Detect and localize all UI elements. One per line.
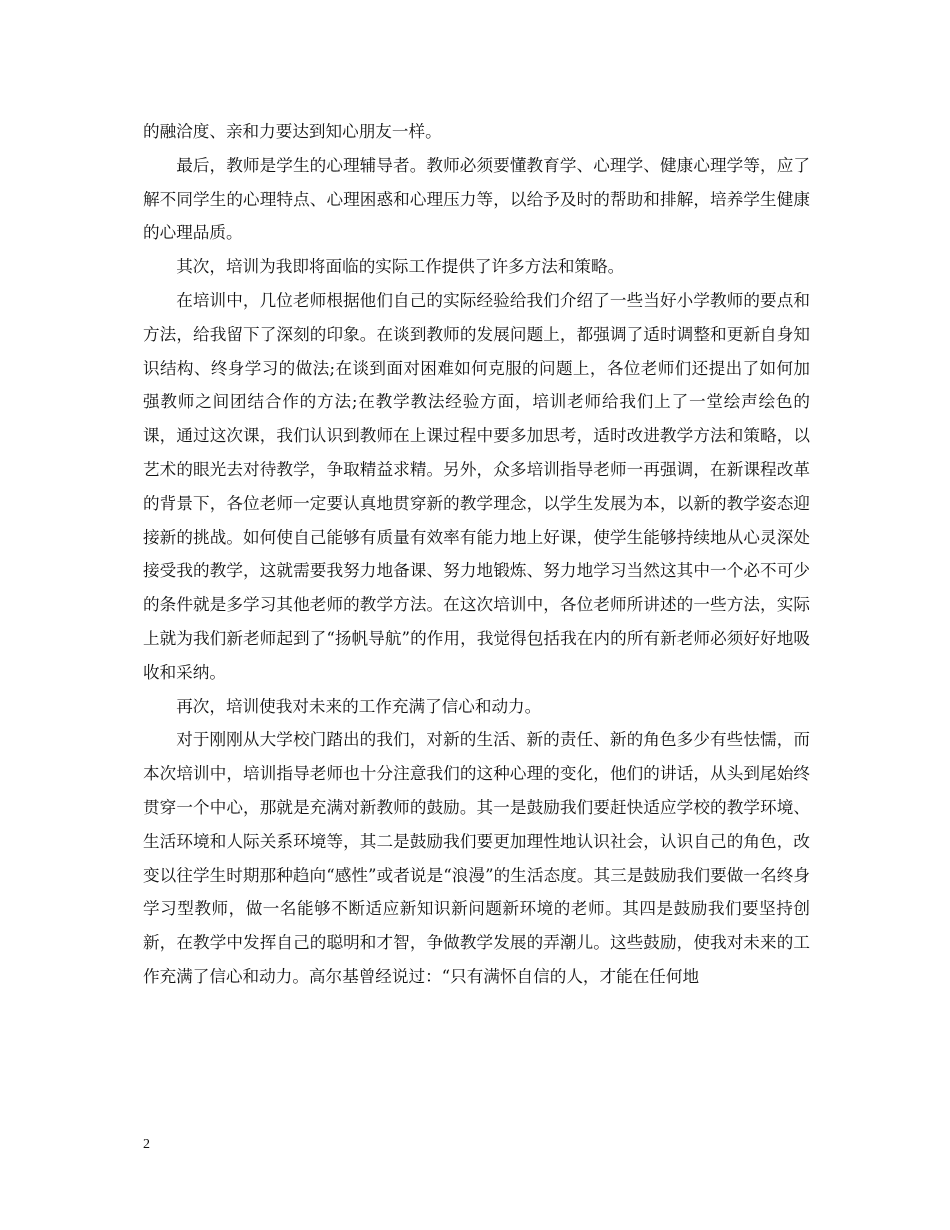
paragraph-training-methods: 在培训中，几位老师根据他们自己的实际经验给我们介绍了一些当好小学教师的要点和方法，给我留下了深刻的印象。在谈到教师的发展问题上，都强调了适时调整和更新自身知识结构、终身学习的做法;在谈到面对困难如何克服的问题上，各位老师们还提出了如何加强教师之间团结合作的方法;在教学教法经验方面，培训老师给我们上了一堂绘声绘色的课，通过这次课，我们认识到教师在上课过程中要多加思考，适时改进教学方法和策略，以艺术的眼光去对待教学，争取精益求精。另外，众多培训指导老师一再强调，在新课程改革的背景下，各位老师一定要认真地贯穿新的教学理念，以学生发展为本，以新的教学姿态迎接新的挑战。如何使自己能够有质量有效率有能力地上好课，使学生能够持续地从心灵深处接受我的教学，这就需要我努力地备课、努力地锻炼、努力地学习当然这其中一个必不可少的条件就是多学习其他老师的教学方法。在这次培训中，各位老师所讲述的一些方法，实际上就为我们新老师起到了“扬帆导航”的作用，我觉得包括我在内的所有新老师必须好好地吸收和采纳。 bbox=[143, 290, 810, 682]
paragraph-encouragement: 对于刚刚从大学校门踏出的我们，对新的生活、新的责任、新的角色多少有些怯懦，而本次培训中，培训指导老师也十分注意我们的这种心理的变化，他们的讲话，从头到尾始终贯穿一个中心，那就是充满对新教师的鼓励。其一是鼓励我们要赶快适应学校的教学环境、生活环境和人际关系环境等，其二是鼓励我们要更加理性地认识社会，认识自己的角色，改变以往学生时期那种趋向“感性”或者说是“浪漫”的生活态度。其三是鼓励我们要做一名终身学习型教师，做一名能够不断适应新知识新问题新环境的老师。其四是鼓励我们要坚持创新，在教学中发挥自己的聪明和才智，争做教学发展的弄潮儿。这些鼓励，使我对未来的工作充满了信心和动力。高尔基曾经说过：“只有满怀自信的人，才能在任何地 bbox=[143, 730, 810, 986]
paragraph-confidence-heading: 再次，培训使我对未来的工作充满了信心和动力。 bbox=[176, 696, 542, 716]
paragraph-methods-heading: 其次，培训为我即将面临的实际工作提供了许多方法和策略。 bbox=[176, 257, 625, 277]
page-number: 2 bbox=[143, 1137, 150, 1152]
paragraph-continuation: 的融洽度、亲和力要达到知心朋友一样。 bbox=[143, 122, 442, 141]
paragraph-psychological-counselor: 最后，教师是学生的心理辅导者。教师必须要懂教育学、心理学、健康心理学等，应了解不同学生的心理特点、心理困惑和心理压力等，以给予及时的帮助和排解，培养学生健康的心理品质。 bbox=[143, 155, 810, 243]
body-text bbox=[143, 115, 810, 994]
